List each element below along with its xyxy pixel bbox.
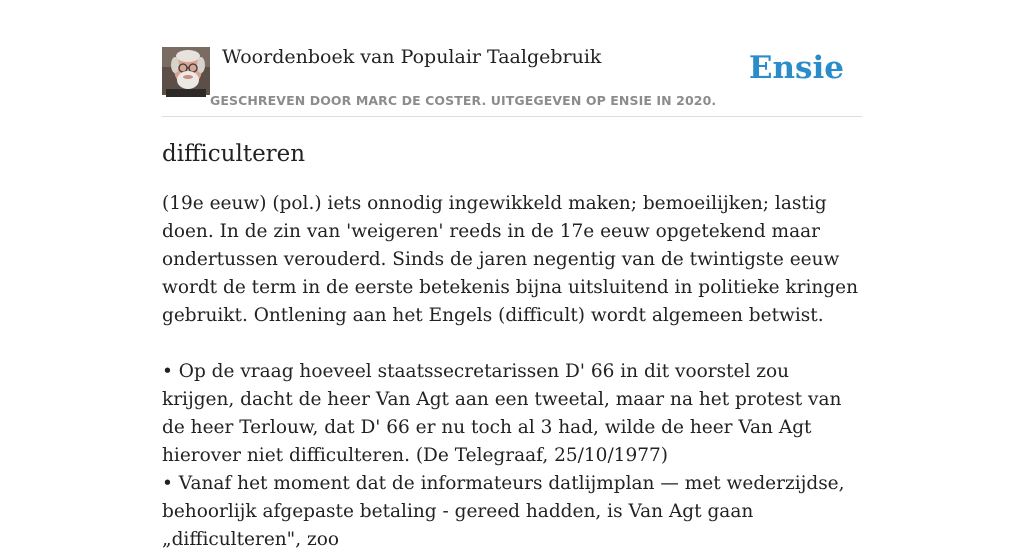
entry-term: difficulteren: [162, 141, 306, 167]
entry-definition: (19e eeuw) (pol.) iets onnodig ingewikkeld maken; bemoeilijken; lastig doen. In de zin van 'weigeren' reeds in de 17e eeuw opgetekend maar ondertussen verouderd. Sinds de jaren negentig van de twintigste eeuw wordt de term in de eerste betekenis bijna uitsluitend in politieke kringen gebruikt. Ontlening aan het Engels (difficult) wordt algemeen betwist.: [162, 193, 859, 326]
author-portrait-icon: [162, 47, 210, 95]
book-title[interactable]: Woordenboek van Populair Taalgebruik: [222, 46, 602, 68]
paragraph-gap: [162, 330, 867, 358]
entry-example: • Op de vraag hoeveel staatssecretarissen D' 66 in dit voorstel zou krijgen, dacht de heer Van Agt aan een tweetal, maar na het protest van de heer Terlouw, dat D' 66 er nu toch al 3 had, wilde de heer Van Agt hierover niet difficulteren. (De Telegraaf, 25/10/1977): [162, 361, 842, 466]
dictionary-entry: [162, 138, 867, 554]
entry-example: • Vanaf het moment dat de informateurs datlijmplan — met wederzijdse, behoorlijk afgepaste betaling - gereed hadden, is Van Agt gaan „difficulteren", zoo: [162, 473, 845, 550]
author-avatar[interactable]: [162, 47, 210, 95]
book-header: [162, 44, 862, 117]
ensie-logo[interactable]: Ensie: [748, 50, 844, 86]
author-byline: GESCHREVEN DOOR MARC DE COSTER. UITGEGEVEN OP ENSIE IN 2020.: [210, 93, 717, 108]
